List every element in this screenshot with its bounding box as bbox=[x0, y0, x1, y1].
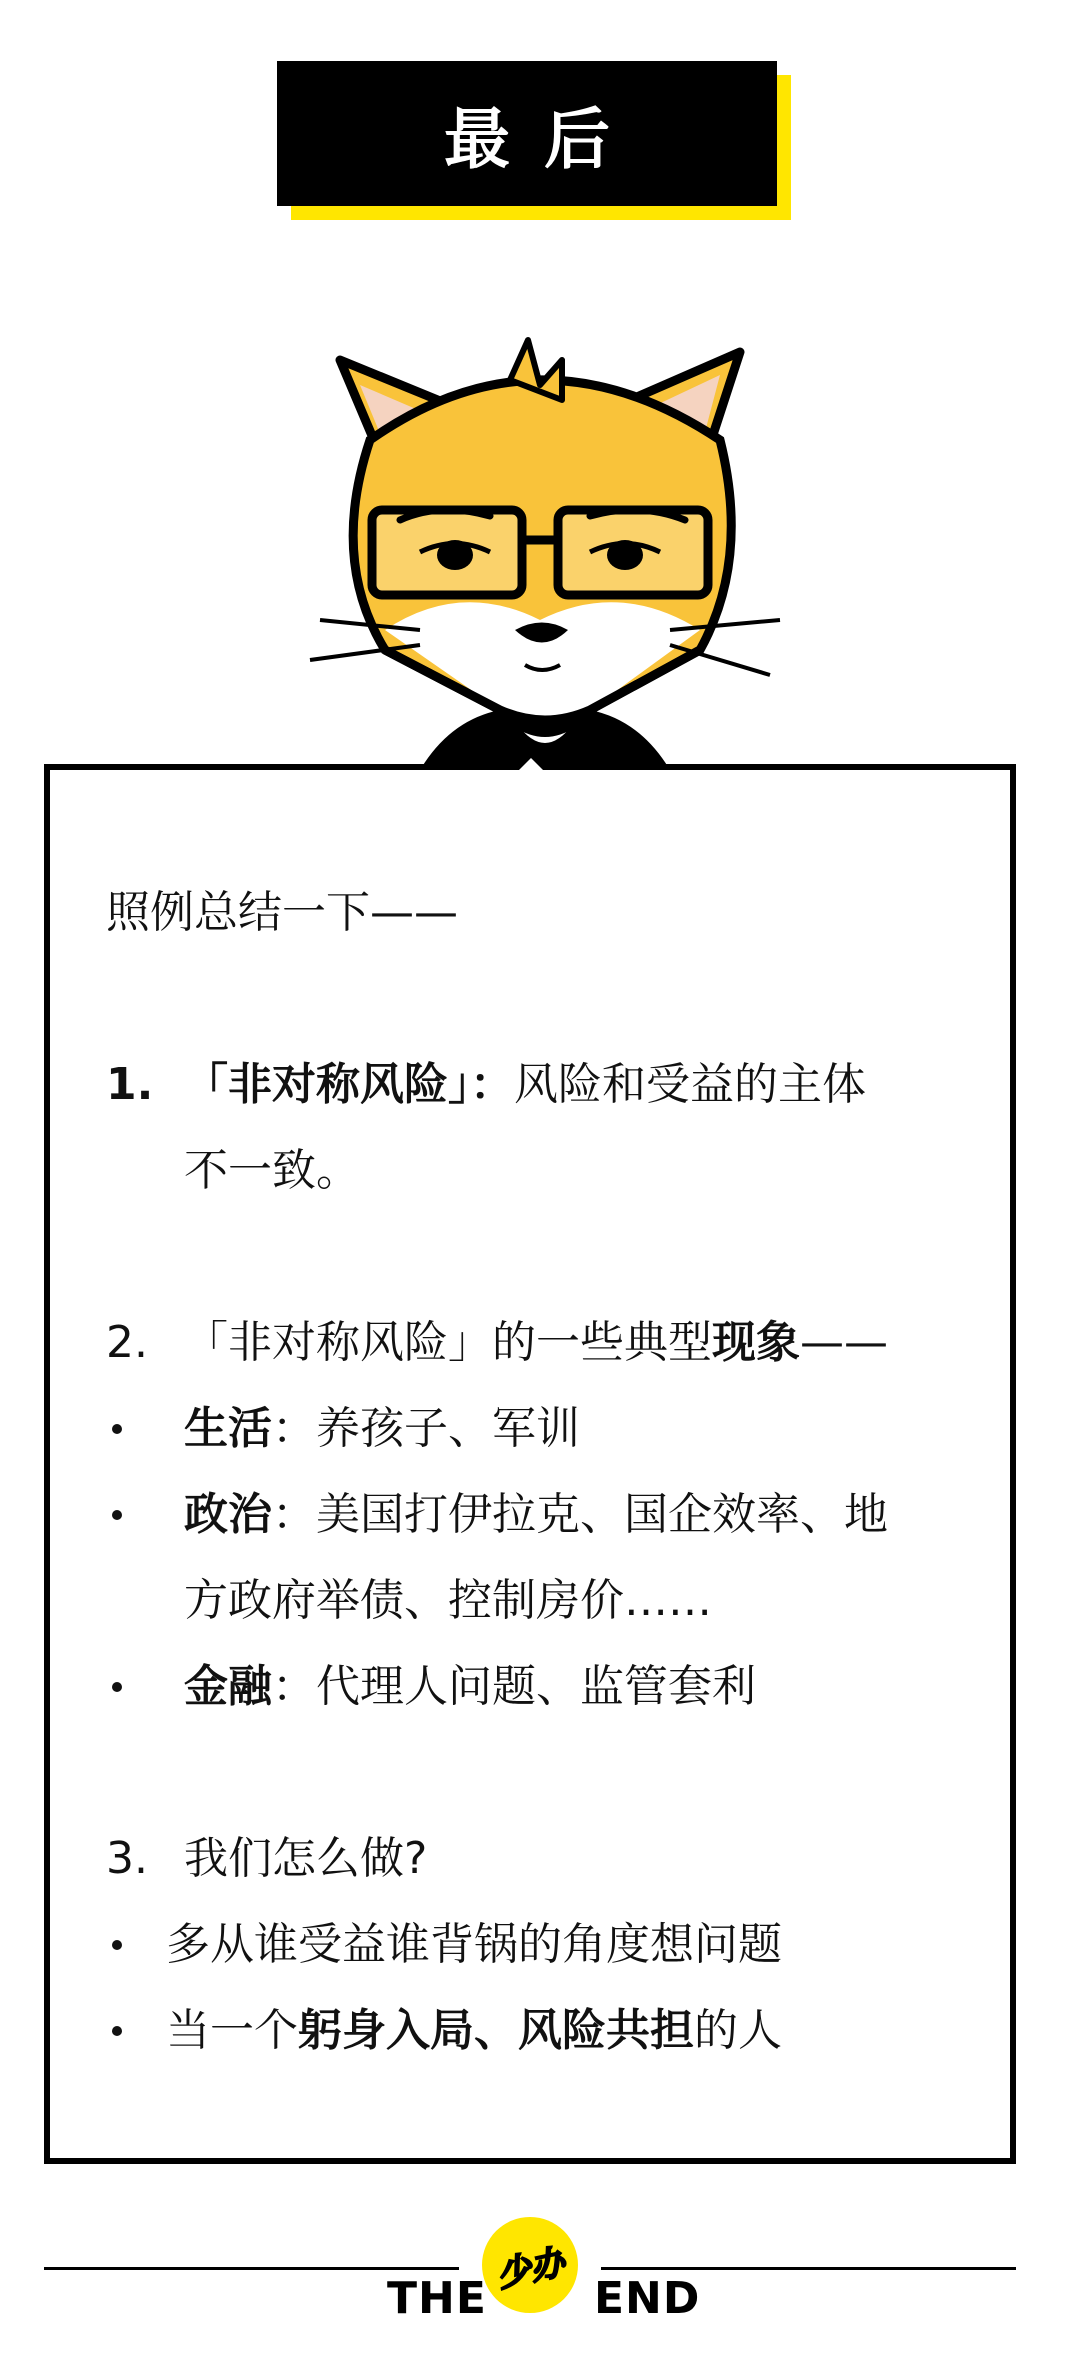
footer-logo bbox=[482, 2217, 578, 2313]
footer-the: THE bbox=[387, 2273, 487, 2324]
footer-divider-left bbox=[44, 2267, 459, 2270]
intro-text: 照例总结一下—— bbox=[106, 887, 458, 938]
card-notch-inner bbox=[519, 758, 543, 770]
list-item bbox=[106, 1472, 960, 1558]
point-3-text: 我们怎么做? bbox=[184, 1833, 428, 1884]
bullet-text: 代理人问题、监管套利 bbox=[316, 1661, 756, 1712]
point-2-suffix: —— bbox=[800, 1317, 888, 1368]
list-item bbox=[106, 1386, 960, 1472]
list-item bbox=[106, 1988, 960, 2074]
bullet-icon bbox=[112, 1424, 122, 1434]
point-2 bbox=[106, 1300, 960, 1386]
bullet-prefix: 当一个 bbox=[166, 2005, 298, 2056]
bullet-icon bbox=[112, 1682, 122, 1692]
bullet-label: 生活 bbox=[184, 1403, 272, 1454]
bullet-text: 美国打伊拉克、国企效率、地 bbox=[316, 1489, 888, 1540]
footer bbox=[44, 2215, 1016, 2335]
bullet-sep: ： bbox=[272, 1403, 316, 1454]
bullet-icon bbox=[112, 1940, 122, 1950]
point-2-number: 2. bbox=[106, 1317, 148, 1368]
bullet-text: 养孩子、军训 bbox=[316, 1403, 580, 1454]
point-2-bold: 现象 bbox=[712, 1317, 800, 1368]
bullet-sep: ： bbox=[272, 1489, 316, 1540]
point-1 bbox=[106, 1042, 960, 1128]
banner-box bbox=[277, 61, 777, 206]
footer-end: END bbox=[594, 2273, 701, 2324]
point-1-text-cont: 不一致。 bbox=[184, 1145, 360, 1196]
bullet-bold: 躬身入局、风险共担 bbox=[298, 2005, 694, 2056]
point-1-text: 风险和受益的主体 bbox=[514, 1059, 866, 1110]
bullet-icon bbox=[112, 1510, 122, 1520]
bullet-label: 金融 bbox=[184, 1661, 272, 1712]
list-item bbox=[106, 1644, 960, 1730]
summary-content bbox=[106, 870, 960, 2074]
summary-card bbox=[44, 764, 1016, 2164]
point-2-text: 「非对称风险」的一些典型 bbox=[184, 1317, 712, 1368]
page-title: 最后 bbox=[444, 101, 644, 178]
list-item bbox=[106, 1902, 960, 1988]
point-3 bbox=[106, 1816, 960, 1902]
header-banner bbox=[277, 61, 777, 206]
bullet-icon bbox=[112, 2026, 122, 2036]
point-3-number: 3. bbox=[106, 1833, 148, 1884]
fox-with-glasses-icon bbox=[300, 330, 790, 770]
bullet-sep: ： bbox=[272, 1661, 316, 1712]
point-1-term: 「非对称风险」： bbox=[184, 1059, 514, 1110]
bullet-label: 政治 bbox=[184, 1489, 272, 1540]
point-1-number: 1. bbox=[106, 1059, 154, 1110]
footer-logo-text: 少办 bbox=[493, 2241, 569, 2296]
bullet-text-cont: 方政府举债、控制房价…… bbox=[184, 1575, 712, 1626]
footer-divider-right bbox=[601, 2267, 1016, 2270]
bullet-suffix: 的人 bbox=[694, 2005, 782, 2056]
bullet-text: 多从谁受益谁背锅的角度想问题 bbox=[166, 1919, 782, 1970]
